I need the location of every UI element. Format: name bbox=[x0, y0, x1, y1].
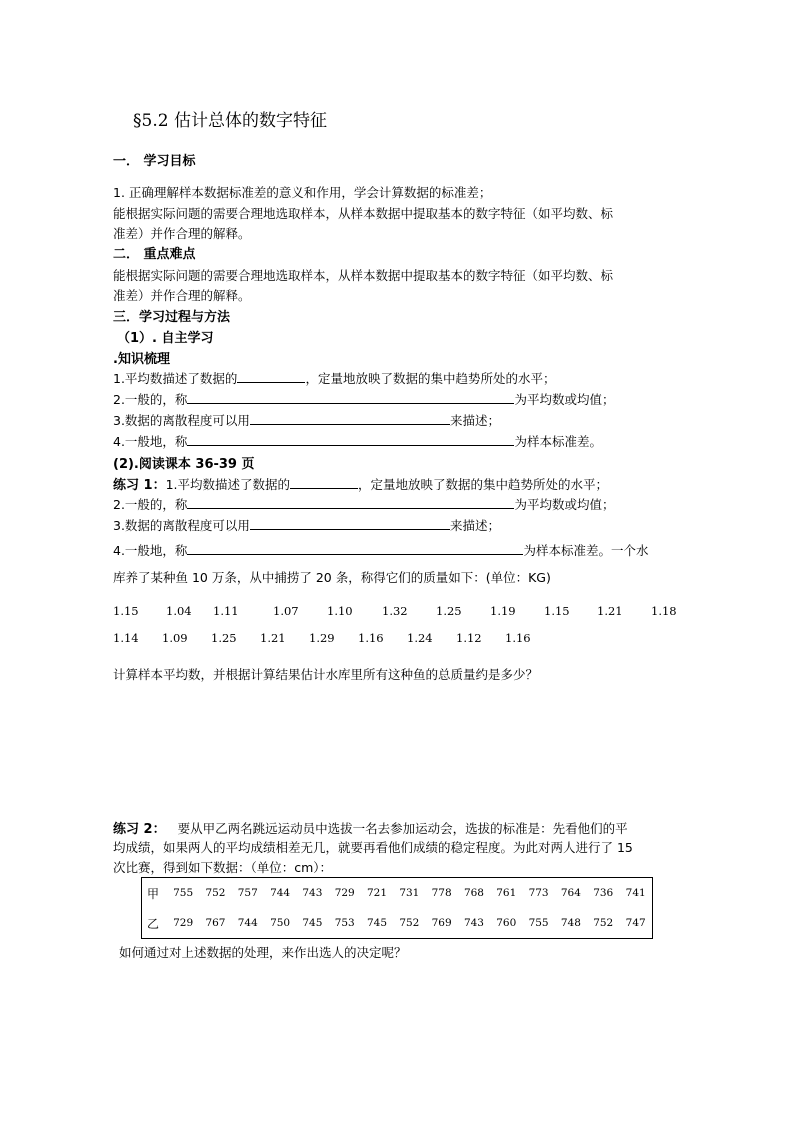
fish-mass-value: 1.12 bbox=[456, 631, 482, 645]
fish-mass-value: 1.15 bbox=[113, 604, 139, 618]
result-cell: 753 bbox=[334, 917, 355, 929]
objective-item-2-line2: 准差）并作合理的解释。 bbox=[113, 226, 251, 241]
result-cell: 721 bbox=[367, 887, 388, 899]
jump-results-table bbox=[141, 877, 653, 939]
fill-blank[interactable] bbox=[187, 433, 514, 446]
result-cell: 760 bbox=[496, 917, 517, 929]
result-cell: 769 bbox=[431, 917, 452, 929]
exercise1-question: 计算样本平均数，并根据计算结果估计水库里所有这种鱼的总质量约是多少？ bbox=[113, 667, 539, 682]
fish-mass-value: 1.09 bbox=[162, 631, 188, 645]
result-cell: 744 bbox=[270, 887, 291, 899]
athlete-b-label: 乙 bbox=[147, 916, 160, 931]
result-cell: 752 bbox=[205, 887, 226, 899]
fill-blank[interactable] bbox=[187, 542, 523, 555]
section1-heading: 一． 学习目标 bbox=[113, 154, 196, 169]
fish-mass-value: 1.32 bbox=[382, 604, 408, 618]
knowledge-review-heading: .知识梳理 bbox=[113, 352, 170, 367]
fish-mass-value: 1.29 bbox=[309, 631, 335, 645]
exercise1-item-3: 3.数据的离散程度可以用 来描述； bbox=[113, 518, 500, 533]
fill-blank[interactable] bbox=[290, 476, 358, 489]
fill-blank[interactable] bbox=[187, 391, 514, 404]
result-cell: 752 bbox=[399, 917, 420, 929]
athlete-a-label: 甲 bbox=[147, 886, 160, 901]
exercise1-label: 练习 1： bbox=[113, 478, 166, 493]
fish-mass-value: 1.16 bbox=[358, 631, 384, 645]
result-cell: 778 bbox=[431, 887, 452, 899]
fish-mass-value: 1.10 bbox=[327, 604, 353, 618]
result-cell: 743 bbox=[302, 887, 323, 899]
keypoint-line1: 能根据实际问题的需要合理地选取样本，从样本数据中提取基本的数字特征（如平均数、标 bbox=[113, 268, 614, 283]
result-cell: 743 bbox=[463, 917, 484, 929]
page-title: §5.2 估计总体的数字特征 bbox=[133, 111, 327, 131]
result-cell: 768 bbox=[463, 887, 484, 899]
fill-blank[interactable] bbox=[237, 370, 305, 383]
result-cell: 744 bbox=[237, 917, 258, 929]
result-cell: 745 bbox=[302, 917, 323, 929]
result-cell: 748 bbox=[560, 917, 581, 929]
result-cell: 755 bbox=[528, 917, 549, 929]
knowledge-item-1: 1.平均数描述了数据的 ，定量地放映了数据的集中趋势所处的水平； bbox=[113, 371, 556, 386]
fill-blank[interactable] bbox=[250, 517, 450, 530]
fish-mass-value: 1.21 bbox=[260, 631, 286, 645]
fish-mass-value: 1.24 bbox=[407, 631, 433, 645]
exercise1-item-1: 练习 1：1.平均数描述了数据的 ，定量地放映了数据的集中趋势所处的水平； bbox=[113, 477, 609, 493]
fish-mass-value: 1.25 bbox=[436, 604, 462, 618]
result-cell: 731 bbox=[399, 887, 420, 899]
exercise2-label: 练习 2： bbox=[113, 822, 166, 837]
result-cell: 745 bbox=[367, 917, 388, 929]
fish-mass-value: 1.25 bbox=[211, 631, 237, 645]
result-cell: 750 bbox=[270, 917, 291, 929]
result-cell: 764 bbox=[560, 887, 581, 899]
result-cell: 729 bbox=[173, 917, 194, 929]
result-cell: 757 bbox=[237, 887, 258, 899]
section3-heading: 三．学习过程与方法 bbox=[113, 310, 231, 325]
objective-item-2-line1: 能根据实际问题的需要合理地选取样本，从样本数据中提取基本的数字特征（如平均数、标 bbox=[113, 206, 614, 221]
result-cell: 741 bbox=[625, 887, 646, 899]
keypoint-line2: 准差）并作合理的解释。 bbox=[113, 288, 251, 303]
fish-mass-value: 1.18 bbox=[651, 604, 677, 618]
fish-mass-value: 1.07 bbox=[273, 604, 299, 618]
result-cell: 729 bbox=[334, 887, 355, 899]
fish-mass-value: 1.04 bbox=[166, 604, 192, 618]
fish-mass-value: 1.11 bbox=[213, 604, 239, 618]
exercise2-question: 如何通过对上述数据的处理，来作出选人的决定呢？ bbox=[119, 945, 407, 960]
fish-mass-value: 1.19 bbox=[490, 604, 516, 618]
result-cell: 736 bbox=[593, 887, 614, 899]
exercise2-line1: 练习 2： 要从甲乙两名跳远运动员中选拔一名去参加运动会，选拔的标准是：先看他们的平 bbox=[113, 821, 628, 837]
knowledge-item-2: 2.一般的，称 为平均数或均值； bbox=[113, 392, 615, 407]
fish-mass-value: 1.15 bbox=[544, 604, 570, 618]
subsection-self-study: （1）. 自主学习 bbox=[117, 331, 214, 346]
exercise1-item-5: 库养了某种鱼 10 万条，从中捕捞了 20 条，称得它们的质量如下：(单位：KG) bbox=[113, 570, 551, 585]
fish-mass-value: 1.21 bbox=[597, 604, 623, 618]
result-cell: 773 bbox=[528, 887, 549, 899]
athlete-a-row bbox=[142, 878, 653, 909]
fill-blank[interactable] bbox=[250, 412, 450, 425]
result-cell: 761 bbox=[496, 887, 517, 899]
exercise1-item-4: 4.一般地，称 为样本标准差。一个水 bbox=[113, 543, 649, 558]
knowledge-item-4: 4.一般地，称 为样本标准差。 bbox=[113, 434, 602, 449]
exercise1-item-2: 2.一般的，称 为平均数或均值； bbox=[113, 497, 615, 512]
objective-item-1: 1. 正确理解样本数据标准差的意义和作用，学会计算数据的标准差； bbox=[113, 185, 492, 200]
athlete-b-row bbox=[142, 908, 653, 939]
result-cell: 767 bbox=[205, 917, 226, 929]
subsection-reading: (2).阅读课本 36-39 页 bbox=[113, 457, 255, 472]
fish-mass-value: 1.16 bbox=[505, 631, 531, 645]
fill-blank[interactable] bbox=[187, 496, 514, 509]
section2-heading: 二． 重点难点 bbox=[113, 247, 196, 262]
knowledge-item-3: 3.数据的离散程度可以用 来描述； bbox=[113, 413, 500, 428]
result-cell: 752 bbox=[593, 917, 614, 929]
result-cell: 747 bbox=[625, 917, 646, 929]
result-cell: 755 bbox=[173, 887, 194, 899]
fish-mass-value: 1.14 bbox=[113, 631, 139, 645]
exercise2-line2: 均成绩，如果两人的平均成绩相差无几，就要再看他们成绩的稳定程度。为此对两人进行了 15 bbox=[113, 840, 633, 855]
exercise2-line3: 次比赛，得到如下数据：（单位：cm）： bbox=[113, 860, 333, 875]
